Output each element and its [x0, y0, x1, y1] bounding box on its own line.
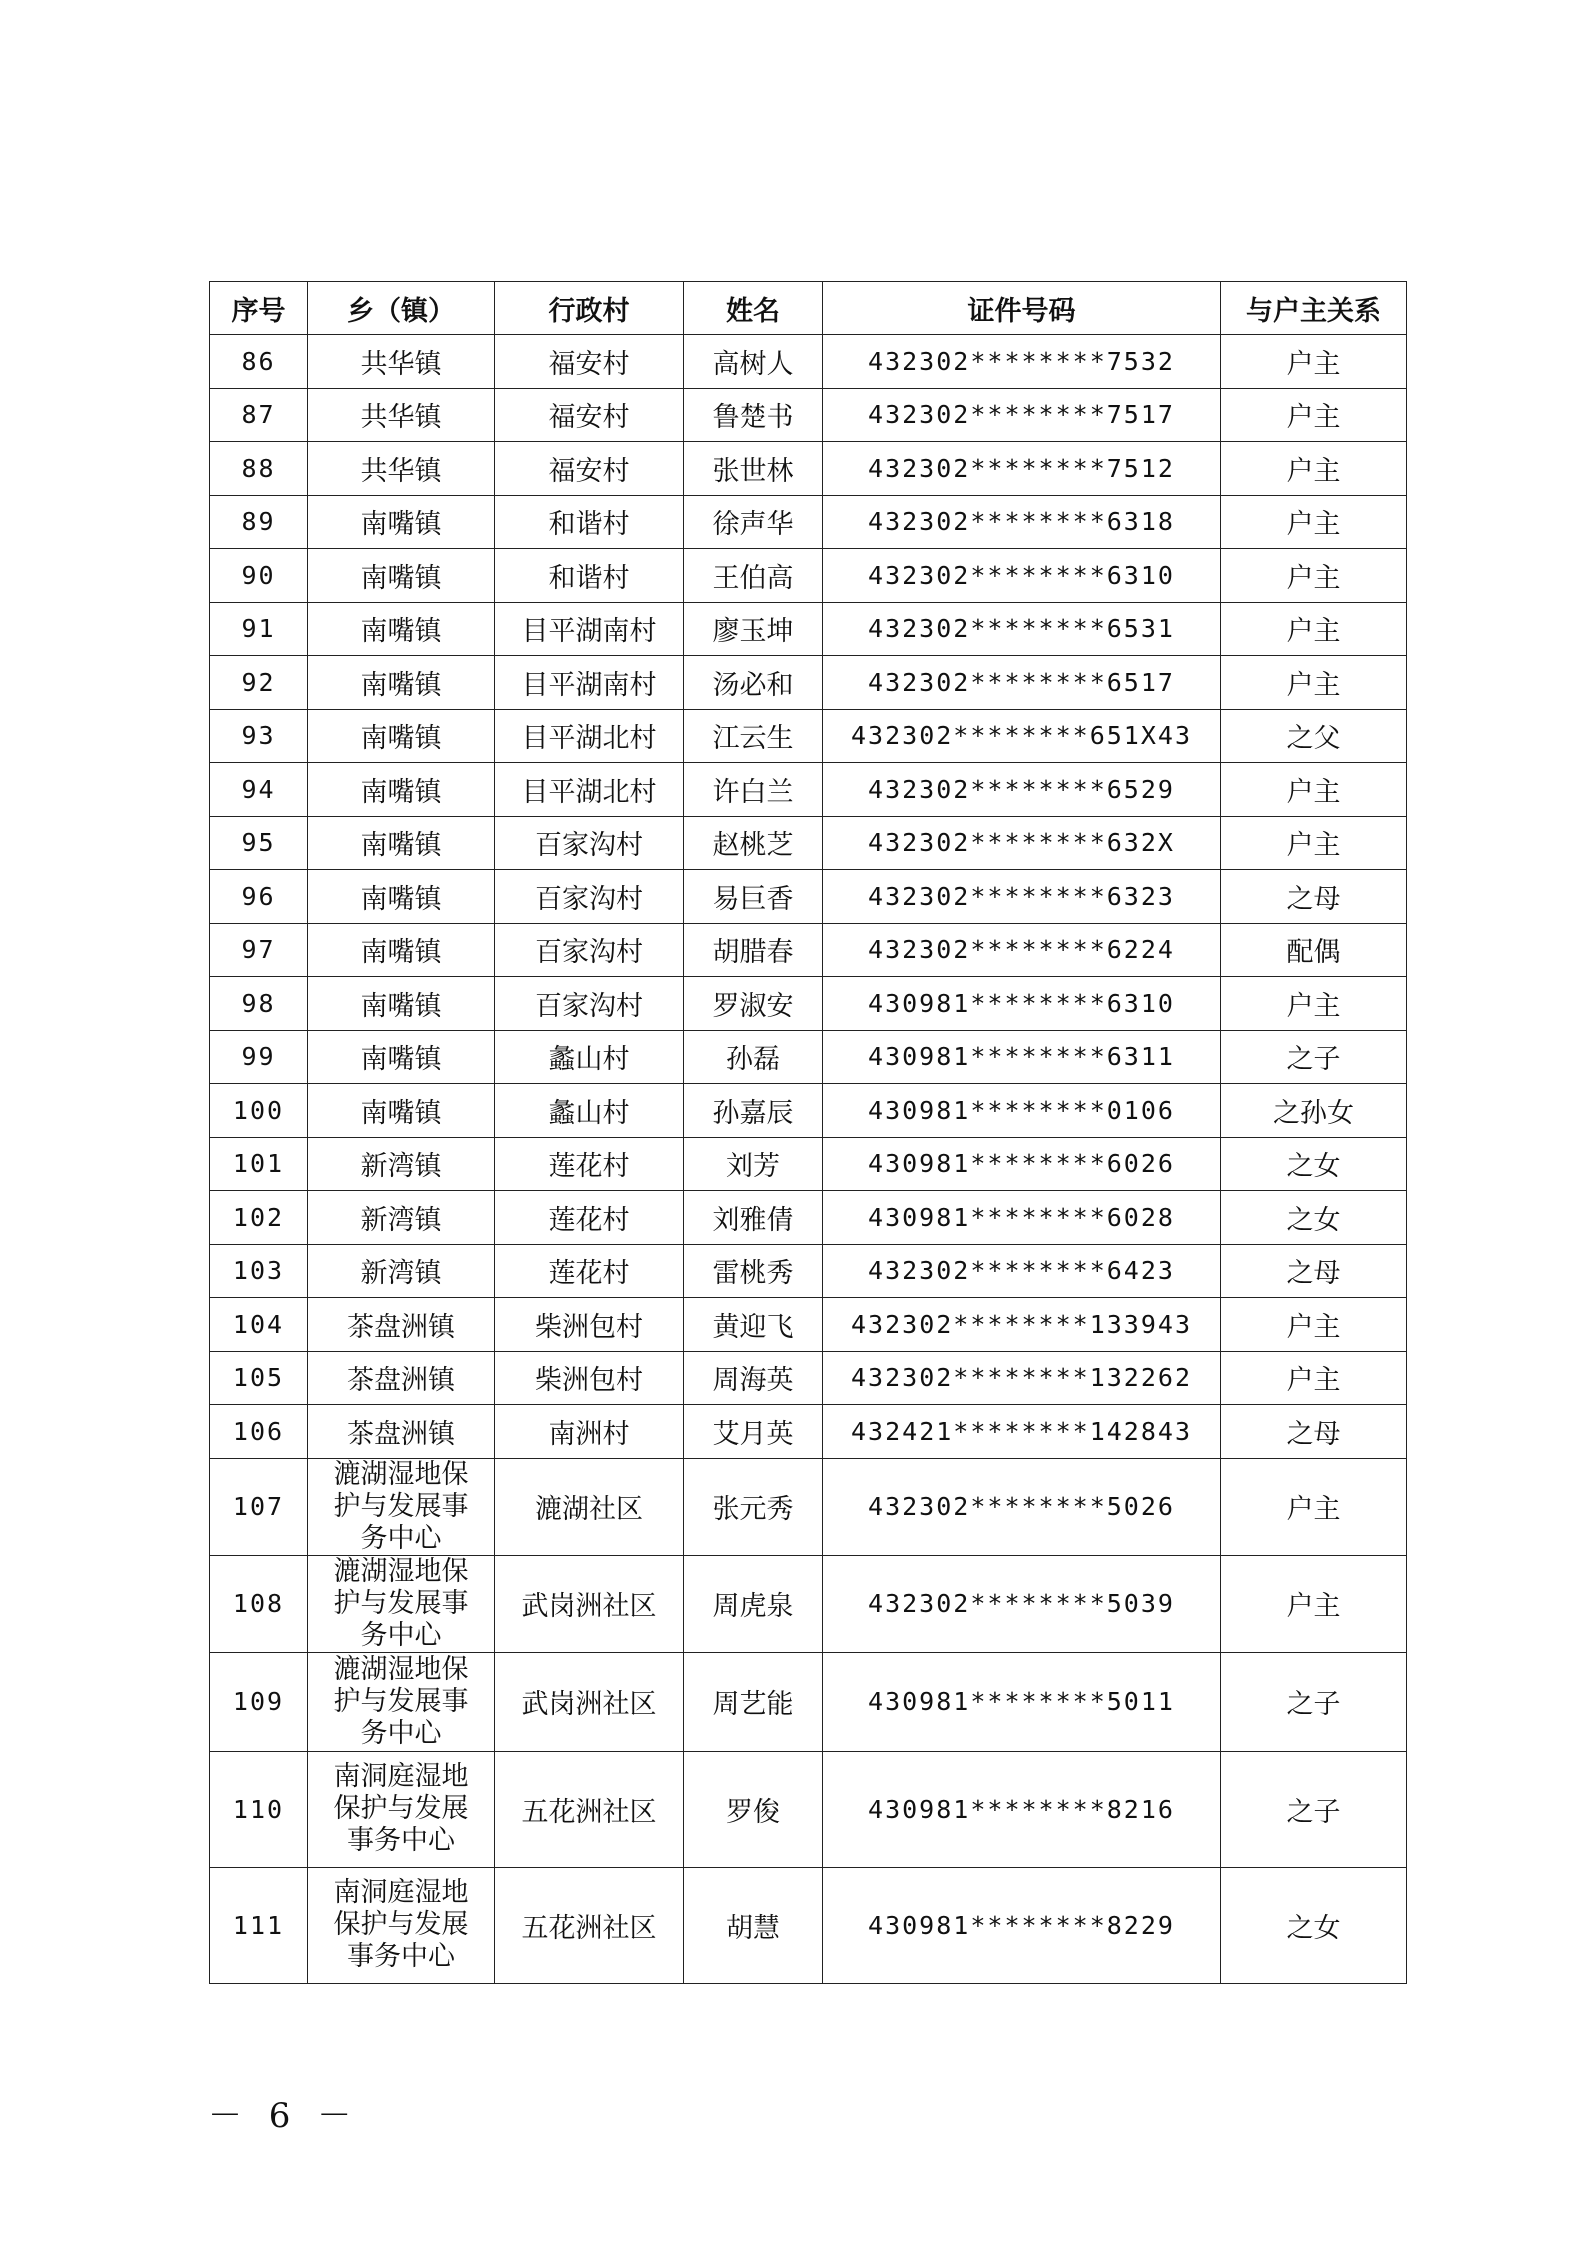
cell-relationship: 之子 [1221, 1751, 1407, 1867]
cell-relationship: 户主 [1221, 763, 1407, 817]
cell-relationship: 之母 [1221, 1244, 1407, 1298]
cell-id-number: 432302********6423 [823, 1244, 1221, 1298]
table-row [210, 1137, 1407, 1191]
cell-township: 南嘴镇 [308, 1030, 495, 1084]
cell-village: 目平湖南村 [495, 656, 684, 710]
cell-id-number: 432302********6318 [823, 495, 1221, 549]
table-row [210, 816, 1407, 870]
cell-name: 张元秀 [684, 1458, 823, 1555]
cell-relationship: 之女 [1221, 1867, 1407, 1983]
cell-village: 武岗洲社区 [495, 1652, 684, 1751]
cell-serial: 93 [210, 709, 308, 763]
cell-serial: 98 [210, 977, 308, 1031]
cell-village: 福安村 [495, 335, 684, 389]
table-row [210, 602, 1407, 656]
cell-serial: 101 [210, 1137, 308, 1191]
table-row [210, 1298, 1407, 1352]
cell-id-number: 430981********8229 [823, 1867, 1221, 1983]
table-row [210, 1652, 1407, 1751]
table-header-row [210, 282, 1407, 335]
table-row [210, 763, 1407, 817]
cell-relationship: 之子 [1221, 1030, 1407, 1084]
cell-relationship: 户主 [1221, 1458, 1407, 1555]
cell-township: 新湾镇 [308, 1244, 495, 1298]
cell-name: 鲁楚书 [684, 388, 823, 442]
cell-township: 南嘴镇 [308, 709, 495, 763]
cell-village: 莲花村 [495, 1191, 684, 1245]
cell-relationship: 之母 [1221, 870, 1407, 924]
cell-village: 百家沟村 [495, 816, 684, 870]
page-number: － 6 － [208, 2096, 360, 2136]
cell-name: 赵桃芝 [684, 816, 823, 870]
cell-name: 江云生 [684, 709, 823, 763]
cell-township: 漉湖湿地保护与发展事务中心 [308, 1555, 495, 1652]
header-name: 姓名 [684, 282, 823, 335]
cell-serial: 103 [210, 1244, 308, 1298]
cell-serial: 95 [210, 816, 308, 870]
cell-serial: 88 [210, 442, 308, 496]
cell-township: 茶盘洲镇 [308, 1298, 495, 1352]
cell-serial: 90 [210, 549, 308, 603]
cell-name: 刘芳 [684, 1137, 823, 1191]
cell-id-number: 432302********6224 [823, 923, 1221, 977]
cell-name: 雷桃秀 [684, 1244, 823, 1298]
cell-name: 廖玉坤 [684, 602, 823, 656]
cell-relationship: 户主 [1221, 1555, 1407, 1652]
cell-id-number: 430981********6311 [823, 1030, 1221, 1084]
cell-name: 周海英 [684, 1351, 823, 1405]
cell-township: 南洞庭湿地保护与发展事务中心 [308, 1867, 495, 1983]
cell-id-number: 432302********6310 [823, 549, 1221, 603]
cell-township: 南嘴镇 [308, 977, 495, 1031]
cell-id-number: 430981********8216 [823, 1751, 1221, 1867]
cell-relationship: 之女 [1221, 1137, 1407, 1191]
cell-relationship: 之孙女 [1221, 1084, 1407, 1138]
table-row [210, 1351, 1407, 1405]
cell-serial: 87 [210, 388, 308, 442]
cell-serial: 97 [210, 923, 308, 977]
cell-village: 五花洲社区 [495, 1751, 684, 1867]
cell-relationship: 户主 [1221, 442, 1407, 496]
cell-village: 蠡山村 [495, 1030, 684, 1084]
header-relationship: 与户主关系 [1221, 282, 1407, 335]
cell-relationship: 之子 [1221, 1652, 1407, 1751]
cell-id-number: 432302********6323 [823, 870, 1221, 924]
cell-serial: 99 [210, 1030, 308, 1084]
cell-relationship: 之父 [1221, 709, 1407, 763]
cell-serial: 105 [210, 1351, 308, 1405]
cell-name: 周艺能 [684, 1652, 823, 1751]
cell-serial: 104 [210, 1298, 308, 1352]
cell-name: 张世林 [684, 442, 823, 496]
table-row [210, 442, 1407, 496]
cell-township: 南嘴镇 [308, 923, 495, 977]
cell-township: 新湾镇 [308, 1137, 495, 1191]
cell-name: 胡腊春 [684, 923, 823, 977]
cell-township: 茶盘洲镇 [308, 1351, 495, 1405]
cell-village: 南洲村 [495, 1405, 684, 1459]
cell-name: 周虎泉 [684, 1555, 823, 1652]
cell-village: 五花洲社区 [495, 1867, 684, 1983]
cell-township: 南嘴镇 [308, 1084, 495, 1138]
table-row [210, 977, 1407, 1031]
cell-name: 徐声华 [684, 495, 823, 549]
cell-relationship: 户主 [1221, 816, 1407, 870]
cell-id-number: 432302********651X43 [823, 709, 1221, 763]
table-row [210, 1867, 1407, 1983]
cell-village: 福安村 [495, 388, 684, 442]
cell-township: 共华镇 [308, 335, 495, 389]
cell-village: 蠡山村 [495, 1084, 684, 1138]
table-row [210, 1555, 1407, 1652]
table-row [210, 923, 1407, 977]
table-row [210, 1191, 1407, 1245]
cell-name: 刘雅倩 [684, 1191, 823, 1245]
cell-relationship: 户主 [1221, 1351, 1407, 1405]
cell-village: 和谐村 [495, 495, 684, 549]
cell-name: 黄迎飞 [684, 1298, 823, 1352]
cell-name: 罗淑安 [684, 977, 823, 1031]
table-row [210, 1030, 1407, 1084]
cell-id-number: 432302********133943 [823, 1298, 1221, 1352]
cell-village: 目平湖北村 [495, 709, 684, 763]
cell-serial: 94 [210, 763, 308, 817]
cell-id-number: 430981********6026 [823, 1137, 1221, 1191]
cell-village: 漉湖社区 [495, 1458, 684, 1555]
cell-township: 共华镇 [308, 442, 495, 496]
cell-village: 百家沟村 [495, 923, 684, 977]
table-row [210, 1244, 1407, 1298]
table-row [210, 1751, 1407, 1867]
cell-relationship: 户主 [1221, 549, 1407, 603]
cell-relationship: 配偶 [1221, 923, 1407, 977]
cell-name: 汤必和 [684, 656, 823, 710]
cell-id-number: 432302********6529 [823, 763, 1221, 817]
header-id-number: 证件号码 [823, 282, 1221, 335]
cell-township: 南嘴镇 [308, 495, 495, 549]
cell-township: 共华镇 [308, 388, 495, 442]
cell-relationship: 户主 [1221, 388, 1407, 442]
cell-township: 南嘴镇 [308, 816, 495, 870]
cell-village: 莲花村 [495, 1137, 684, 1191]
cell-id-number: 432302********7512 [823, 442, 1221, 496]
cell-relationship: 户主 [1221, 335, 1407, 389]
cell-id-number: 432421********142843 [823, 1405, 1221, 1459]
cell-village: 百家沟村 [495, 870, 684, 924]
cell-id-number: 432302********6517 [823, 656, 1221, 710]
cell-village: 武岗洲社区 [495, 1555, 684, 1652]
cell-id-number: 430981********0106 [823, 1084, 1221, 1138]
cell-township: 南嘴镇 [308, 763, 495, 817]
cell-id-number: 432302********7532 [823, 335, 1221, 389]
cell-name: 艾月英 [684, 1405, 823, 1459]
beneficiary-table [209, 281, 1407, 1984]
cell-relationship: 户主 [1221, 495, 1407, 549]
cell-id-number: 432302********7517 [823, 388, 1221, 442]
cell-id-number: 432302********132262 [823, 1351, 1221, 1405]
cell-township: 漉湖湿地保护与发展事务中心 [308, 1652, 495, 1751]
cell-serial: 108 [210, 1555, 308, 1652]
cell-village: 柴洲包村 [495, 1298, 684, 1352]
table-row [210, 1405, 1407, 1459]
cell-name: 易巨香 [684, 870, 823, 924]
header-township: 乡（镇） [308, 282, 495, 335]
cell-serial: 100 [210, 1084, 308, 1138]
cell-name: 许白兰 [684, 763, 823, 817]
cell-serial: 107 [210, 1458, 308, 1555]
cell-serial: 106 [210, 1405, 308, 1459]
cell-relationship: 户主 [1221, 1298, 1407, 1352]
cell-id-number: 430981********6028 [823, 1191, 1221, 1245]
cell-id-number: 430981********6310 [823, 977, 1221, 1031]
table-row [210, 388, 1407, 442]
cell-village: 百家沟村 [495, 977, 684, 1031]
cell-township: 南嘴镇 [308, 870, 495, 924]
cell-village: 福安村 [495, 442, 684, 496]
cell-relationship: 户主 [1221, 977, 1407, 1031]
cell-relationship: 之女 [1221, 1191, 1407, 1245]
cell-id-number: 432302********5026 [823, 1458, 1221, 1555]
cell-village: 目平湖南村 [495, 602, 684, 656]
cell-name: 高树人 [684, 335, 823, 389]
cell-relationship: 户主 [1221, 602, 1407, 656]
cell-township: 新湾镇 [308, 1191, 495, 1245]
cell-serial: 96 [210, 870, 308, 924]
cell-village: 目平湖北村 [495, 763, 684, 817]
header-serial: 序号 [210, 282, 308, 335]
cell-serial: 91 [210, 602, 308, 656]
table-row [210, 335, 1407, 389]
cell-serial: 86 [210, 335, 308, 389]
cell-name: 胡慧 [684, 1867, 823, 1983]
cell-id-number: 432302********5039 [823, 1555, 1221, 1652]
cell-id-number: 432302********6531 [823, 602, 1221, 656]
table-body [210, 335, 1407, 1984]
cell-village: 和谐村 [495, 549, 684, 603]
cell-serial: 110 [210, 1751, 308, 1867]
cell-name: 罗俊 [684, 1751, 823, 1867]
cell-village: 柴洲包村 [495, 1351, 684, 1405]
table-row [210, 1458, 1407, 1555]
table-row [210, 1084, 1407, 1138]
cell-township: 漉湖湿地保护与发展事务中心 [308, 1458, 495, 1555]
table-row [210, 870, 1407, 924]
cell-id-number: 430981********5011 [823, 1652, 1221, 1751]
cell-township: 南嘴镇 [308, 656, 495, 710]
cell-name: 孙磊 [684, 1030, 823, 1084]
cell-id-number: 432302********632X [823, 816, 1221, 870]
cell-relationship: 户主 [1221, 656, 1407, 710]
table-row [210, 549, 1407, 603]
cell-serial: 109 [210, 1652, 308, 1751]
cell-relationship: 之母 [1221, 1405, 1407, 1459]
cell-serial: 92 [210, 656, 308, 710]
cell-township: 南嘴镇 [308, 549, 495, 603]
cell-township: 南嘴镇 [308, 602, 495, 656]
cell-township: 茶盘洲镇 [308, 1405, 495, 1459]
cell-name: 王伯高 [684, 549, 823, 603]
table-row [210, 709, 1407, 763]
table-row [210, 656, 1407, 710]
cell-village: 莲花村 [495, 1244, 684, 1298]
cell-name: 孙嘉辰 [684, 1084, 823, 1138]
cell-serial: 111 [210, 1867, 308, 1983]
cell-serial: 102 [210, 1191, 308, 1245]
header-village: 行政村 [495, 282, 684, 335]
cell-serial: 89 [210, 495, 308, 549]
table-row [210, 495, 1407, 549]
cell-township: 南洞庭湿地保护与发展事务中心 [308, 1751, 495, 1867]
